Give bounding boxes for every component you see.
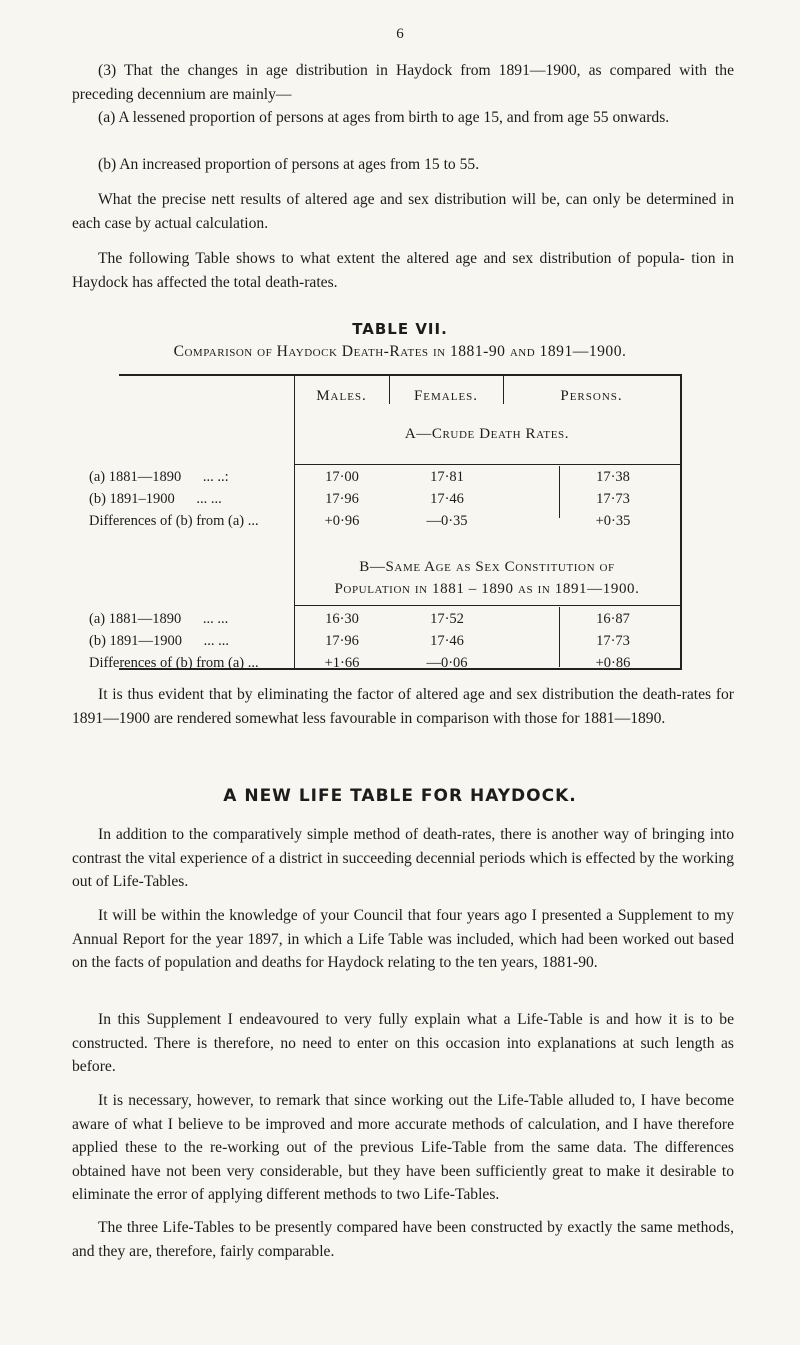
row-label-text: Differences of (b) from (a)	[89, 655, 245, 671]
row-label	[89, 633, 229, 650]
column-header-persons: Persons.	[560, 388, 623, 404]
page-number: 6	[396, 26, 404, 42]
row-label-text: (b) 1891–1900	[89, 491, 175, 507]
cell-females: —0·06	[426, 655, 468, 671]
cell-persons: +0·35	[595, 513, 631, 529]
paragraph-addition: In addition to the comparatively simple method of death-rates, there is another way of bringing into contrast the vital experience of a district in succeeding decennial periods which is effected by the working out of Life-Tables.	[72, 826, 734, 890]
section-a-title: A—Crude Death Rates.	[404, 426, 570, 442]
column-header-females: Females.	[413, 388, 479, 404]
section-b-title: B—Same Age as Sex Constitution of	[359, 559, 615, 575]
table-rule	[294, 464, 680, 465]
paragraph-three-life-tables: The three Life-Tables to be presently compared have been constructed by exactly the same methods, and they are, therefore, fairly comparable.	[72, 1219, 734, 1260]
cell-persons: +0·86	[595, 655, 631, 671]
paragraph-age-changes-a: (a) A lessened proportion of persons at ages from birth to age 15, and from age 55 onwards.	[98, 109, 670, 126]
cell-males: 17·96	[325, 491, 359, 507]
table-caption: Comparison of Haydock Death-Rates in 1881-90 and 1891—1900.	[173, 343, 627, 360]
cell-females: —0·35	[426, 513, 468, 529]
row-label	[89, 611, 228, 628]
paragraph-knowledge: It will be within the knowledge of your Council that four years ago I presented a Supplement to my Annual Report for the year 1897, in which a Life Table was included, which had been worked out based on the facts of population and deaths for Haydock relating to the ten years, 1881-90.	[72, 907, 734, 971]
cell-persons: 16·87	[596, 611, 630, 627]
table-divider	[559, 607, 560, 667]
death-rates-table	[89, 374, 682, 671]
cell-persons: 17·73	[596, 633, 630, 649]
row-label-text: Differences of (b) from (a)	[89, 513, 245, 529]
table-heading: TABLE VII.	[352, 320, 448, 338]
dot-leader: ... ..:	[202, 469, 229, 485]
dot-leader: ... ...	[196, 491, 222, 507]
row-label	[89, 655, 259, 672]
cell-males: 16·30	[325, 611, 359, 627]
dot-leader: ...	[247, 655, 259, 671]
cell-females: 17·52	[430, 611, 464, 627]
paragraph-nett-results: What the precise nett results of altered age and sex distribution will be, can only be determined in each case by actual calculation.	[72, 191, 734, 232]
cell-males: +0·96	[324, 513, 360, 529]
dot-leader: ... ...	[202, 611, 229, 627]
dot-leader: ... ...	[203, 633, 230, 649]
row-label	[89, 469, 229, 486]
table-divider	[559, 466, 560, 518]
cell-males: 17·00	[325, 469, 359, 485]
paragraph-age-changes: (3) That the changes in age distribution in Haydock from 1891—1900, as compared with the preceding decennium are mainly—	[72, 62, 734, 103]
paragraph-following-table: The following Table shows to what extent the altered age and sex distribution of popula- tion in Haydock has affected the total death-rates.	[72, 250, 734, 291]
cell-persons: 17·73	[596, 491, 630, 507]
cell-males: +1·66	[324, 655, 360, 671]
cell-males: 17·96	[325, 633, 359, 649]
cell-females: 17·46	[430, 491, 464, 507]
section-b-subtitle: Population in 1881 – 1890 as in 1891—1900.	[334, 581, 640, 597]
dot-leader: ...	[247, 513, 259, 529]
row-label	[89, 513, 259, 530]
paragraph-supplement: In this Supplement I endeavoured to very fully explain what a Life-Table is and how it is to be constructed. There is therefore, no need to enter on this occasion into explanations at such length as before.	[72, 1011, 734, 1075]
table-rule	[294, 605, 680, 606]
column-header-males: Males.	[316, 388, 367, 404]
paragraph-age-changes-b: (b) An increased proportion of persons at ages from 15 to 55.	[98, 156, 480, 173]
row-label-text: (a) 1881—1890	[89, 469, 182, 485]
row-label-text: (a) 1881—1890	[89, 611, 182, 627]
paragraph-necessary: It is necessary, however, to remark that since working out the Life-Table alluded to, I have become aware of what I believe to be improved and more accurate methods of calculation, and I have therefore applied these to the re-working out of the previous Life-Table from the same data. The differences obtained have not been very considerable, but they have been sufficiently great to make it desirable to eliminate the error of applying different methods to two Life-Tables.	[72, 1092, 734, 1203]
cell-females: 17·46	[430, 633, 464, 649]
row-label	[89, 491, 222, 508]
paragraph-evident: It is thus evident that by eliminating the factor of altered age and sex distribution the death-rates for 1891—1900 are rendered somewhat less favourable in comparison with those for 1881—1890.	[72, 686, 734, 727]
row-label-text: (b) 1891—1900	[89, 633, 183, 649]
cell-females: 17·81	[430, 469, 464, 485]
cell-persons: 17·38	[596, 469, 630, 485]
life-table-heading: A NEW LIFE TABLE FOR HAYDOCK.	[223, 786, 577, 806]
